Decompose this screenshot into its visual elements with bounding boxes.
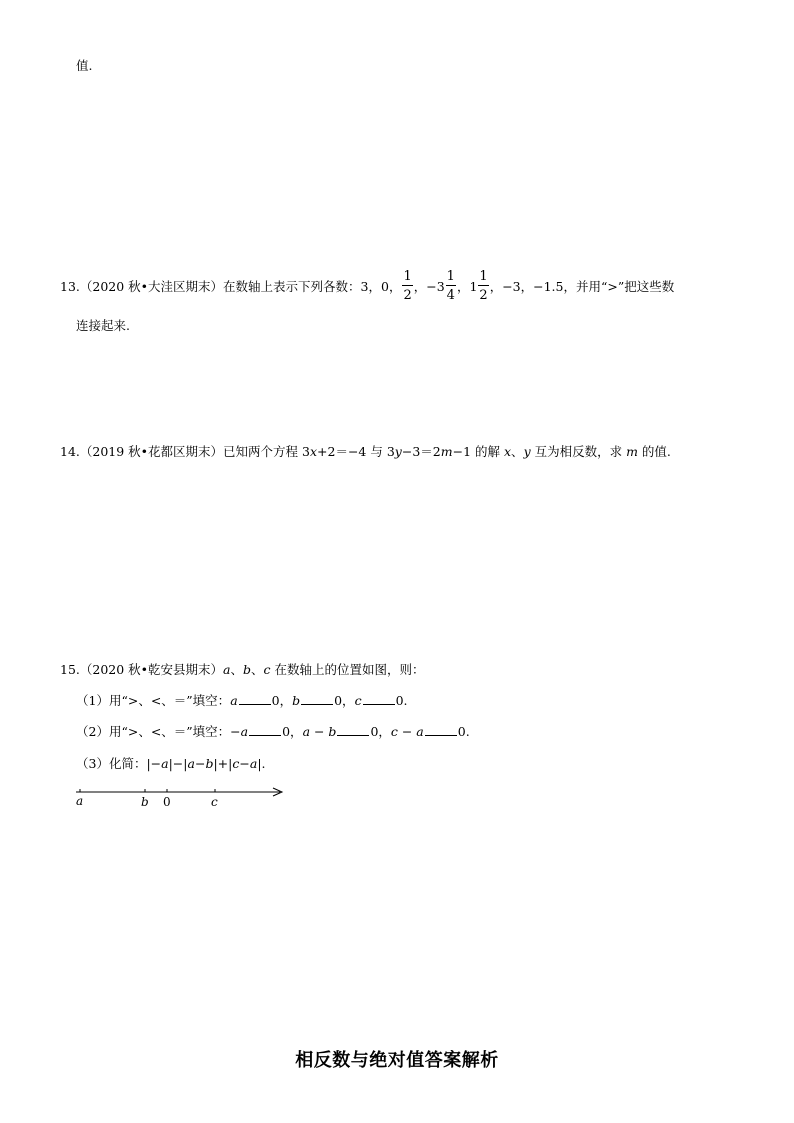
q15-p2: 在数轴上的位置如图，则： [270,662,425,677]
q13-line2-text: 连接起来. [76,318,130,333]
question-15 [60,660,425,678]
expr-c-minus-a: c − a [390,724,424,739]
q14-p2: +2＝−4 与 3 [317,444,395,459]
var-m2: m [626,444,638,459]
var-a: a [187,756,195,771]
q15-sub1-t3: 0. [395,693,408,708]
q15-sub3-p2: |−| [168,756,188,771]
q15-sub3-p6: |. [257,756,266,771]
q15-sub1-t2: 0， [334,693,355,708]
var-a: a [249,756,258,771]
fraction-numerator: 1 [479,269,488,284]
fraction-denominator: 4 [446,288,455,303]
q14-p4: −1 的解 [452,444,504,459]
var-y2: y [523,444,531,459]
answer-title-text: 相反数与绝对值答案解析 [295,1050,499,1071]
q15-sub3 [76,754,266,772]
fraction-denominator: 2 [479,288,488,303]
q15-sub1-t1: 0， [271,693,293,708]
var-b: b [205,756,214,771]
label-b: b [141,795,149,809]
q15-sub1 [76,691,408,709]
fraction-one-half [402,270,412,302]
answer-blank[interactable] [249,723,281,736]
var-c: c [232,756,240,771]
number-line-figure [72,782,292,812]
label-zero: 0 [163,795,171,809]
var-x2: x [503,444,512,459]
answer-section-title [0,1046,794,1072]
q14-p3: −3＝2 [401,444,441,459]
answer-blank[interactable] [301,692,333,705]
label-a: a [76,794,84,808]
q12-tail [76,56,92,74]
var-c: c [354,693,362,708]
q14-p6: 互为相反数，求 [530,444,627,459]
answer-blank[interactable] [425,723,457,736]
var-a: a [161,756,169,771]
q15-sub2-t3: 0. [457,724,470,739]
var-a: a [223,662,231,677]
var-x: x [309,444,318,459]
q15-p1: 15.（2020 秋•乾安县期末） [60,662,224,677]
q14-p7: 的值. [637,444,671,459]
var-b: b [243,662,252,677]
q15-sub3-p4: |+| [213,756,233,771]
q15-sub3-p1: （3）化简：|− [76,756,162,771]
var-b: b [292,693,301,708]
q13-sep1: ，−3 [413,279,445,294]
q14-p5: 、 [511,444,524,459]
var-c: c [263,662,271,677]
q15-sub2 [76,722,470,740]
q15-sub2-t1: 0， [282,724,303,739]
var-m: m [440,444,453,459]
q12-tail-text: 值. [76,58,93,73]
fraction-denominator: 2 [403,288,412,303]
question-13 [60,270,674,302]
q13-prefix: 13.（2020 秋•大洼区期末）在数轴上表示下列各数：3，0， [60,279,402,294]
q13-sep2: ，1 [456,279,478,294]
expr-a-minus-b: a − b [302,724,337,739]
q15-sep1: 、 [230,662,244,677]
fraction-one-quarter [446,270,456,302]
answer-blank[interactable] [337,723,369,736]
q13-line2 [76,316,130,334]
q13-suffix: ，−3，−1.5，并用“>”把这些数 [489,279,675,294]
q14-p1: 14.（2019 秋•花都区期末）已知两个方程 3 [60,444,310,459]
q15-sub3-p3: − [194,756,206,771]
label-c: c [211,795,218,809]
q15-sub2-prefix: （2）用“>、<、＝”填空：− [76,724,241,739]
q15-sub1-prefix: （1）用“>、<、＝”填空： [76,693,231,708]
q15-sub2-t2: 0， [370,724,391,739]
fraction-one-half-2 [478,270,488,302]
fraction-numerator: 1 [446,269,455,284]
answer-blank[interactable] [363,692,395,705]
q15-sub3-p5: − [239,756,250,771]
question-14 [60,442,671,460]
var-a: a [240,724,249,739]
fraction-numerator: 1 [403,269,412,284]
q15-sep2: 、 [251,662,264,677]
var-a: a [230,693,238,708]
answer-blank[interactable] [239,692,271,705]
var-y: y [394,444,402,459]
